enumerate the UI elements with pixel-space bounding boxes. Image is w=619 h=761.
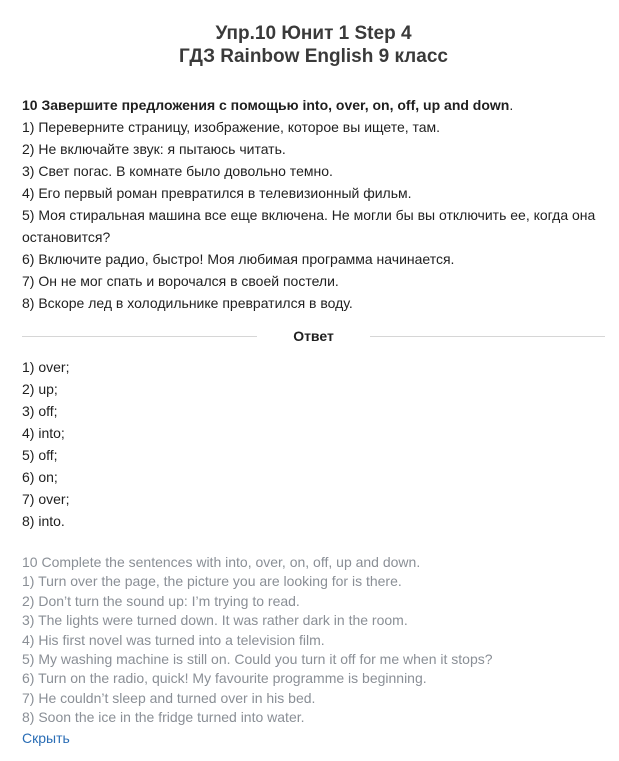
task-instruction-end: . bbox=[509, 97, 514, 113]
english-original bbox=[22, 553, 605, 728]
task-item: 4) Его первый роман превратился в телевизионный фильм. bbox=[22, 185, 412, 201]
divider-line-right bbox=[370, 336, 605, 337]
task-item: 8) Вскоре лед в холодильнике превратился в воду. bbox=[22, 295, 353, 311]
task-item: 7) Он не мог спать и ворочался в своей постели. bbox=[22, 273, 339, 289]
answer-item: 4) into; bbox=[22, 425, 65, 441]
divider-line-left bbox=[22, 336, 257, 337]
answer-heading: Ответ bbox=[293, 328, 334, 344]
title-line-2: ГДЗ Rainbow English 9 класс bbox=[179, 46, 448, 67]
task-item: 5) Моя стиральная машина все еще включена. Не могли бы вы отключить ее, когда она остановится? bbox=[22, 207, 596, 245]
english-item: 4) His first novel was turned into a television film. bbox=[22, 631, 325, 648]
hide-link[interactable]: Скрыть bbox=[22, 729, 70, 746]
title-line-1: Упр.10 Юнит 1 Step 4 bbox=[215, 23, 412, 44]
answer-divider bbox=[22, 326, 605, 346]
english-item: 2) Don’t turn the sound up: I’m trying to read. bbox=[22, 592, 300, 609]
task-number: 10 bbox=[22, 97, 38, 113]
answer-item: 1) over; bbox=[22, 359, 70, 375]
english-item: 6) Turn on the radio, quick! My favourite programme is beginning. bbox=[22, 670, 427, 687]
task-heading bbox=[22, 94, 605, 116]
answer-item: 6) on; bbox=[22, 469, 58, 485]
answer-item: 5) off; bbox=[22, 447, 58, 463]
english-item: 5) My washing machine is still on. Could you turn it off for me when it stops? bbox=[22, 651, 493, 668]
task-item: 1) Переверните страницу, изображение, которое вы ищете, там. bbox=[22, 119, 441, 135]
page-title bbox=[22, 0, 605, 68]
task-instruction: Завершите предложения с помощью into, over, on, off, up and down bbox=[41, 97, 510, 113]
answers-list bbox=[22, 356, 605, 532]
task-item: 2) Не включайте звук: я пытаюсь читать. bbox=[22, 141, 286, 157]
task-item: 3) Свет погас. В комнате было довольно темно. bbox=[22, 163, 333, 179]
answer-item: 2) up; bbox=[22, 381, 58, 397]
english-item: 1) Turn over the page, the picture you are looking for is there. bbox=[22, 573, 402, 590]
english-item: 8) Soon the ice in the fridge turned into water. bbox=[22, 709, 305, 726]
answer-item: 7) over; bbox=[22, 491, 70, 507]
task-block bbox=[22, 94, 605, 314]
task-item: 6) Включите радио, быстро! Моя любимая программа начинается. bbox=[22, 251, 455, 267]
answer-item: 3) off; bbox=[22, 403, 58, 419]
english-item: 7) He couldn’t sleep and turned over in his bed. bbox=[22, 689, 316, 706]
english-heading: 10 Complete the sentences with into, over, on, off, up and down. bbox=[22, 554, 421, 570]
english-item: 3) The lights were turned down. It was rather dark in the room. bbox=[22, 612, 408, 629]
answer-item: 8) into. bbox=[22, 513, 65, 529]
